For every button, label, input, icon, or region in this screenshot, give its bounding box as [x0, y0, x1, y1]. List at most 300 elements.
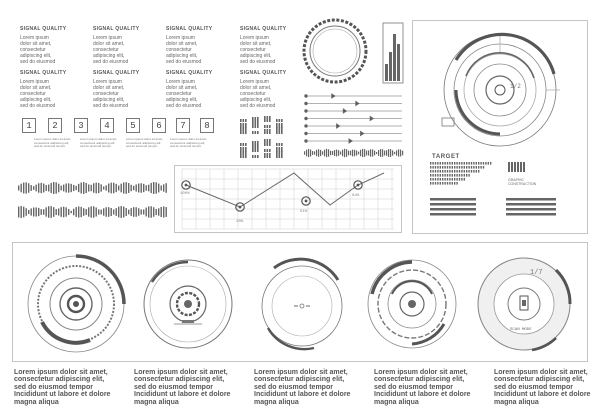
wave-bar: [118, 207, 119, 218]
target-bar: [478, 162, 479, 165]
wave-bar: [123, 182, 124, 193]
wave-bar: [21, 184, 22, 193]
wave-bar: [78, 206, 79, 217]
wave-bar: [68, 183, 69, 192]
slider-start: [305, 132, 307, 134]
wave-bar: [63, 185, 64, 192]
wave-bar: [398, 149, 399, 156]
wave-bar: [81, 207, 82, 217]
target-bar: [468, 166, 469, 169]
wave-bar: [33, 186, 34, 190]
wave-bar: [372, 149, 373, 156]
mini-bar: [281, 127, 283, 134]
wave-bar: [400, 150, 401, 157]
target-bar: [452, 166, 453, 169]
ring-gauge: [300, 16, 370, 86]
wave-bar: [316, 150, 317, 156]
wave-bar: [336, 150, 337, 157]
info-block: [93, 70, 139, 109]
wave-bar: [18, 186, 19, 191]
wave-bar: [126, 182, 127, 194]
target-bar: [432, 174, 433, 177]
number-box[interactable]: 8: [200, 118, 214, 133]
wave-bar: [126, 208, 127, 216]
mini-bar: [267, 153, 269, 158]
mini-bar: [257, 121, 259, 128]
wave-bar: [328, 149, 329, 156]
lower-text-block: Lorem ipsum dolor sit amet, consectetur adipiscing elit, sed do eiusmod tempor Incididunt ut labore et dolore magna aliqua: [494, 369, 591, 406]
target-bar: [432, 170, 433, 173]
target-bars: [430, 162, 500, 190]
info-title: SIGNAL QUALITY: [93, 26, 140, 32]
target-bar: [440, 178, 441, 181]
vertical-bar-gauge: [382, 22, 404, 84]
wave-bar: [26, 208, 27, 216]
target-bar: [442, 166, 443, 169]
wave-bar: [158, 184, 159, 193]
target-bar: [435, 174, 436, 177]
number-box[interactable]: 5: [126, 118, 140, 133]
mini-bar: [276, 151, 278, 158]
wave-bar: [310, 149, 311, 156]
slider-group[interactable]: [304, 92, 404, 154]
wave-bar: [88, 207, 89, 216]
wave-bar: [73, 209, 74, 216]
wave-bar: [116, 208, 117, 216]
info-title: SIGNAL QUALITY: [20, 70, 67, 76]
mini-bar: [281, 151, 283, 158]
line-chart: [174, 165, 402, 233]
target-bar: [447, 174, 448, 177]
wave-bar: [390, 149, 391, 157]
number-box[interactable]: 3: [74, 118, 88, 133]
wave-bar: [388, 149, 389, 157]
wave-bar: [98, 183, 99, 193]
info-block: [240, 26, 286, 65]
wave-bar: [163, 206, 164, 217]
mini-bar: [245, 143, 247, 146]
target-bar: [440, 174, 441, 177]
target-bar: [480, 166, 481, 169]
wave-bar: [324, 150, 325, 157]
target-bar: [473, 162, 474, 165]
mini-bar: [264, 116, 266, 122]
wave-bar: [33, 208, 34, 217]
wave-bar: [133, 186, 134, 190]
wave-bar: [158, 208, 159, 215]
wave-bar: [58, 184, 59, 193]
mini-bar: [281, 143, 283, 146]
target-bar: [464, 178, 465, 181]
lower-gauge-2: [138, 254, 238, 354]
target-bar: [432, 182, 433, 185]
slider-knob[interactable]: [343, 109, 346, 113]
target-bar: [471, 170, 472, 173]
wave-bar: [362, 149, 363, 157]
target-bar: [435, 170, 436, 173]
slider-knob[interactable]: [356, 102, 359, 106]
target-bar: [442, 174, 443, 177]
gauge-5-top-label: 1/7: [530, 269, 543, 277]
target-bar: [452, 170, 453, 173]
slider-knob[interactable]: [349, 139, 352, 143]
info-body: Lorem ipsum dolor sit amet, consectetur adipiscing elit, sed do eiusmod: [166, 35, 202, 65]
mini-bar: [267, 129, 269, 134]
number-box[interactable]: 2: [48, 118, 62, 133]
wave-bar: [23, 207, 24, 218]
wave-bar: [342, 150, 343, 157]
target-bar: [454, 182, 455, 185]
wave-bar: [312, 151, 313, 155]
target-bar: [452, 182, 453, 185]
wave-bar: [96, 207, 97, 216]
target-bar: [461, 166, 462, 169]
target-bar: [440, 166, 441, 169]
mini-bar: [276, 127, 278, 134]
target-bar: [464, 170, 465, 173]
wave-bar: [111, 183, 112, 194]
slider-knob[interactable]: [337, 124, 340, 128]
chart-point: [239, 206, 242, 209]
target-bar: [449, 170, 450, 173]
mini-bar: [279, 143, 281, 146]
wave-bar: [31, 208, 32, 215]
slider-knob[interactable]: [370, 117, 373, 121]
wave-bar: [326, 149, 327, 157]
target-bar: [449, 162, 450, 165]
slider-start: [305, 117, 307, 119]
number-box[interactable]: 1: [22, 118, 36, 133]
wave-bar: [354, 150, 355, 157]
chart-label: 28%: [236, 220, 244, 224]
slider-start: [305, 102, 307, 104]
target-bar: [449, 166, 450, 169]
mini-bar: [243, 127, 245, 134]
mini-bar: [240, 143, 242, 146]
info-body: Lorem ipsum dolor sit amet, consectetur adipiscing elit, sed do eiusmod: [240, 35, 276, 65]
wave-bar: [91, 185, 92, 191]
wave-bar: [106, 207, 107, 216]
target-bar: [435, 166, 436, 169]
target-bar: [454, 170, 455, 173]
wave-bar: [146, 208, 147, 217]
slider-knob[interactable]: [332, 94, 335, 98]
mini-bar: [255, 155, 257, 158]
target-bar: [449, 182, 450, 185]
wave-bar: [368, 150, 369, 155]
wave-bar: [318, 149, 319, 157]
mini-bar: [240, 119, 242, 122]
target-bar: [459, 162, 460, 165]
mini-bar: [252, 155, 254, 158]
wave-bar: [121, 206, 122, 218]
waveform-small: [304, 146, 406, 160]
target-bar: [442, 178, 443, 181]
wave-bar: [128, 210, 129, 215]
mini-bar: [279, 151, 281, 158]
mini-bar: [267, 149, 269, 152]
target-bar: [476, 162, 477, 165]
info-body: Lorem ipsum dolor sit amet, consectetur adipiscing elit, sed do eiusmod: [93, 79, 129, 109]
chart-line: [186, 173, 384, 207]
wave-bar: [320, 150, 321, 156]
target-bar: [490, 162, 491, 165]
target-bar: [430, 178, 431, 181]
wave-bar: [396, 150, 397, 155]
wave-bar: [356, 151, 357, 156]
wave-bar: [111, 208, 112, 216]
chart-point: [185, 184, 188, 187]
number-caption: Lorem ipsum dolor sit amet, consectetur adipiscing elit, sed do eiusmod tempor: [34, 137, 72, 148]
wave-bar: [86, 209, 87, 215]
wave-bar: [156, 209, 157, 215]
wave-bar: [88, 184, 89, 191]
info-body: Lorem ipsum dolor sit amet, consectetur adipiscing elit, sed do eiusmod: [166, 79, 202, 109]
wave-bar: [28, 183, 29, 192]
target-bar: [461, 178, 462, 181]
wave-bar: [366, 151, 367, 156]
wave-bar: [153, 182, 154, 194]
wave-bar: [161, 207, 162, 217]
wave-bar: [96, 183, 97, 194]
mini-bar: [269, 129, 271, 134]
target-bar: [440, 170, 441, 173]
wave-bar: [93, 183, 94, 192]
slider-knob[interactable]: [361, 132, 364, 136]
mini-bar: [243, 143, 245, 146]
info-block: [20, 70, 66, 109]
target-bar: [466, 166, 467, 169]
wave-bar: [41, 183, 42, 193]
mini-bar: [269, 139, 271, 146]
target-bar: [447, 178, 448, 181]
target-bar: [488, 162, 489, 165]
target-bar: [432, 162, 433, 165]
wave-bar: [103, 186, 104, 189]
wave-bar: [322, 151, 323, 154]
target-bar: [459, 166, 460, 169]
wave-bar: [348, 151, 349, 156]
target-bar: [468, 170, 469, 173]
target-bar: [454, 174, 455, 177]
target-bar: [442, 170, 443, 173]
target-bar: [437, 174, 438, 177]
wave-bar: [148, 185, 149, 192]
target-bar: [437, 170, 438, 173]
chart-point: [357, 184, 360, 187]
wave-bar: [93, 206, 94, 217]
radar-gauge-label: 1/2: [510, 83, 521, 90]
info-title: SIGNAL QUALITY: [166, 26, 213, 32]
slider-start: [305, 95, 307, 97]
wave-bar: [334, 150, 335, 156]
wave-bar: [378, 150, 379, 156]
info-title: SIGNAL QUALITY: [93, 70, 140, 76]
wave-bar: [138, 208, 139, 216]
number-box[interactable]: 4: [100, 118, 114, 133]
lower-gauge-1: [24, 252, 128, 356]
number-box[interactable]: 7: [176, 118, 190, 133]
info-body: Lorem ipsum dolor sit amet, consectetur adipiscing elit, sed do eiusmod: [240, 79, 276, 109]
wave-bar: [53, 182, 54, 194]
mini-bar: [279, 127, 281, 134]
mini-bar: [269, 153, 271, 158]
wave-bar: [123, 207, 124, 218]
info-title: SIGNAL QUALITY: [240, 70, 287, 76]
mini-bar: [267, 139, 269, 146]
wave-bar: [73, 185, 74, 191]
wave-bar: [338, 150, 339, 156]
target-bar: [468, 174, 469, 177]
wave-bar: [113, 183, 114, 194]
target-bar: [444, 170, 445, 173]
wave-bar: [128, 183, 129, 193]
wave-bar: [58, 208, 59, 215]
mini-bar: [276, 143, 278, 146]
target-bar: [435, 178, 436, 181]
wave-bar: [332, 151, 333, 155]
wave-bar: [43, 184, 44, 193]
wave-bar: [380, 149, 381, 157]
target-bar: [468, 162, 469, 165]
wave-bar: [66, 184, 67, 193]
wave-bar: [103, 208, 104, 215]
target-bar: [437, 178, 438, 181]
info-title: SIGNAL QUALITY: [20, 26, 67, 32]
wave-bar: [26, 182, 27, 193]
wave-bar: [143, 209, 144, 214]
wave-bar: [148, 206, 149, 217]
wave-bar: [370, 149, 371, 156]
mini-bar: [264, 153, 266, 158]
mini-bar-grid: [240, 116, 290, 158]
target-bar: [483, 162, 484, 165]
mini-bar: [267, 125, 269, 128]
number-box-row: [22, 118, 212, 162]
wave-bar: [86, 183, 87, 193]
target-bar: [440, 162, 441, 165]
target-bar: [461, 170, 462, 173]
mini-bar: [257, 155, 259, 158]
graphic-bars: [508, 160, 568, 174]
target-bar: [459, 178, 460, 181]
wave-bar: [21, 206, 22, 218]
mini-bar: [257, 145, 259, 152]
mini-bar: [267, 116, 269, 122]
target-bar: [466, 170, 467, 173]
lower-gauge-3: [254, 254, 350, 354]
target-bar: [432, 166, 433, 169]
wave-bar: [386, 150, 387, 156]
target-bar: [478, 170, 479, 173]
wave-bar: [116, 184, 117, 192]
mini-bar: [240, 127, 242, 134]
info-block: [166, 70, 212, 109]
number-box[interactable]: 6: [152, 118, 166, 133]
lower-text-block: Lorem ipsum dolor sit amet, consectetur adipiscing elit, sed do eiusmod tempor Incididunt ut labore et dolore magna aliqua: [134, 369, 231, 406]
mini-bar: [255, 131, 257, 134]
wave-bar: [76, 186, 77, 190]
target-bar: [456, 182, 457, 185]
wave-bar: [18, 207, 19, 218]
target-bar: [452, 162, 453, 165]
mini-bar: [252, 121, 254, 128]
target-bar: [466, 174, 467, 177]
wave-bar: [91, 206, 92, 217]
info-block: [166, 26, 212, 65]
wave-bar: [151, 183, 152, 193]
wave-bar: [53, 207, 54, 217]
target-bar: [476, 166, 477, 169]
wave-bar: [121, 184, 122, 193]
wave-bar: [376, 152, 377, 154]
target-bar: [461, 162, 462, 165]
mini-bar: [264, 129, 266, 134]
wave-bar: [83, 182, 84, 194]
chart-label: 100%: [180, 192, 190, 196]
wave-bar: [308, 149, 309, 157]
target-bar: [480, 162, 481, 165]
slider-start: [305, 125, 307, 127]
wave-bar: [136, 207, 137, 216]
wave-bar: [166, 183, 167, 193]
wave-bar: [352, 150, 353, 157]
mini-bar: [245, 127, 247, 134]
wave-bar: [118, 186, 119, 191]
mini-bar: [252, 131, 254, 134]
wave-bar: [38, 208, 39, 216]
mini-bar: [276, 119, 278, 122]
target-bar: [437, 166, 438, 169]
wave-bar: [304, 151, 305, 155]
mini-bar: [269, 116, 271, 122]
mini-bar: [240, 151, 242, 158]
target-bar: [442, 182, 443, 185]
target-bar: [452, 174, 453, 177]
info-block: [20, 26, 66, 65]
target-bar: [440, 182, 441, 185]
wave-bar: [38, 183, 39, 192]
target-bar: [444, 174, 445, 177]
wave-bar: [151, 206, 152, 217]
target-bar: [447, 162, 448, 165]
target-bar: [444, 166, 445, 169]
target-bar: [449, 174, 450, 177]
target-bar: [435, 162, 436, 165]
wave-bar: [51, 206, 52, 218]
wave-bar: [340, 151, 341, 154]
target-bar: [454, 178, 455, 181]
wave-bar: [350, 151, 351, 156]
target-bar: [456, 178, 457, 181]
target-bar: [485, 162, 486, 165]
lower-gauge-4: [362, 254, 462, 354]
mini-bar: [269, 125, 271, 128]
wave-bar: [141, 183, 142, 193]
info-block: [93, 26, 139, 65]
wave-bar: [56, 182, 57, 193]
target-bar: [456, 174, 457, 177]
graphic-construction-label: GRAPHIC CONSTRUCTION: [508, 178, 537, 186]
wave-bar: [402, 151, 403, 156]
wave-bar: [344, 149, 345, 157]
target-bar: [473, 166, 474, 169]
target-bar: [478, 166, 479, 169]
wave-bar: [46, 185, 47, 191]
lower-text-block: Lorem ipsum dolor sit amet, consectetur adipiscing elit, sed do eiusmod tempor Incididunt ut labore et dolore magna aliqua: [14, 369, 111, 406]
target-bar: [452, 178, 453, 181]
target-bar: [471, 162, 472, 165]
